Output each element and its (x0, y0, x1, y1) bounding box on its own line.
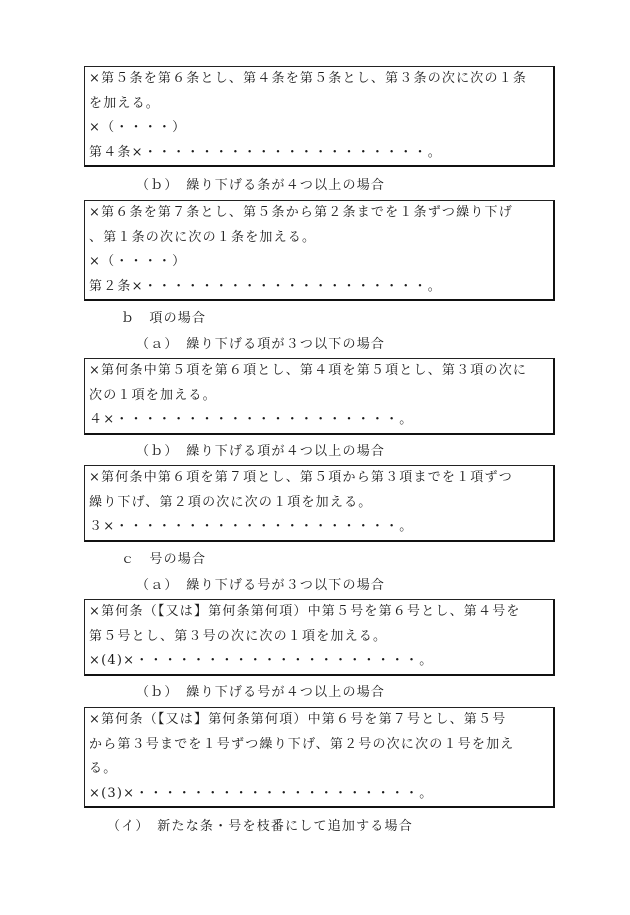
section-heading: ｂ 項の場合 (121, 311, 207, 326)
box-line: ４×・・・・・・・・・・・・・・・・・・・・。 (89, 412, 414, 427)
amendment-text-box (84, 66, 555, 167)
section-heading: （イ） 新たな条・号を枝番にして追加する場合 (107, 819, 413, 834)
box-line: ×第何条（【又は】第何条第何項）中第５号を第６号とし、第４号を (89, 604, 521, 619)
section-heading: ｃ 号の場合 (121, 552, 207, 567)
box-line: を加える。 (89, 95, 161, 111)
section-heading: （ｂ） 繰り下げる条が４つ以上の場合 (136, 178, 386, 193)
section-heading: （ｂ） 繰り下げる項が４つ以上の場合 (136, 444, 386, 459)
box-line: 第２条×・・・・・・・・・・・・・・・・・・・・。 (89, 278, 442, 294)
section-heading: （ａ） 繰り下げる項が３つ以下の場合 (136, 337, 386, 352)
amendment-text-box (84, 707, 555, 808)
box-line: ×(3)×・・・・・・・・・・・・・・・・・・・・。 (89, 785, 434, 801)
amendment-text-box (84, 465, 555, 542)
box-line: 次の１項を加える。 (89, 387, 217, 403)
box-line: ×第６条を第７条とし、第５条から第２条までを１条ずつ繰り下げ (89, 205, 513, 220)
section-heading: （ｂ） 繰り下げる号が４つ以上の場合 (136, 685, 386, 700)
box-line: 繰り下げ、第２項の次に次の１項を加える。 (89, 494, 373, 510)
box-line: ×第５条を第６条とし、第４条を第５条とし、第３条の次に次の１条 (89, 71, 528, 86)
box-line: ３×・・・・・・・・・・・・・・・・・・・・。 (89, 519, 414, 534)
box-line: から第３号までを１号ずつ繰り下げ、第２号の次に次の１号を加え (89, 736, 515, 752)
box-line: ×第何条（【又は】第何条第何項）中第６号を第７号とし、第５号 (89, 712, 507, 727)
box-line: 第４条×・・・・・・・・・・・・・・・・・・・・。 (89, 144, 442, 160)
amendment-text-box (84, 358, 555, 435)
section-heading: （ａ） 繰り下げる号が３つ以下の場合 (136, 578, 386, 593)
amendment-text-box (84, 599, 555, 676)
box-line: ×第何条中第５項を第６項とし、第４項を第５項とし、第３項の次に (89, 363, 528, 378)
box-line: ×第何条中第６項を第７項とし、第５項から第３項までを１項ずつ (89, 470, 513, 485)
box-line: 第５号とし、第３号の次に次の１項を加える。 (89, 628, 388, 644)
box-line: 、第１条の次に次の１条を加える。 (89, 229, 317, 245)
box-line: ×（・・・・） (89, 120, 187, 135)
box-line: ×(4)×・・・・・・・・・・・・・・・・・・・・。 (89, 653, 434, 668)
box-line: ×（・・・・） (89, 254, 187, 269)
box-line: る。 (89, 761, 118, 776)
amendment-text-box (84, 200, 555, 301)
